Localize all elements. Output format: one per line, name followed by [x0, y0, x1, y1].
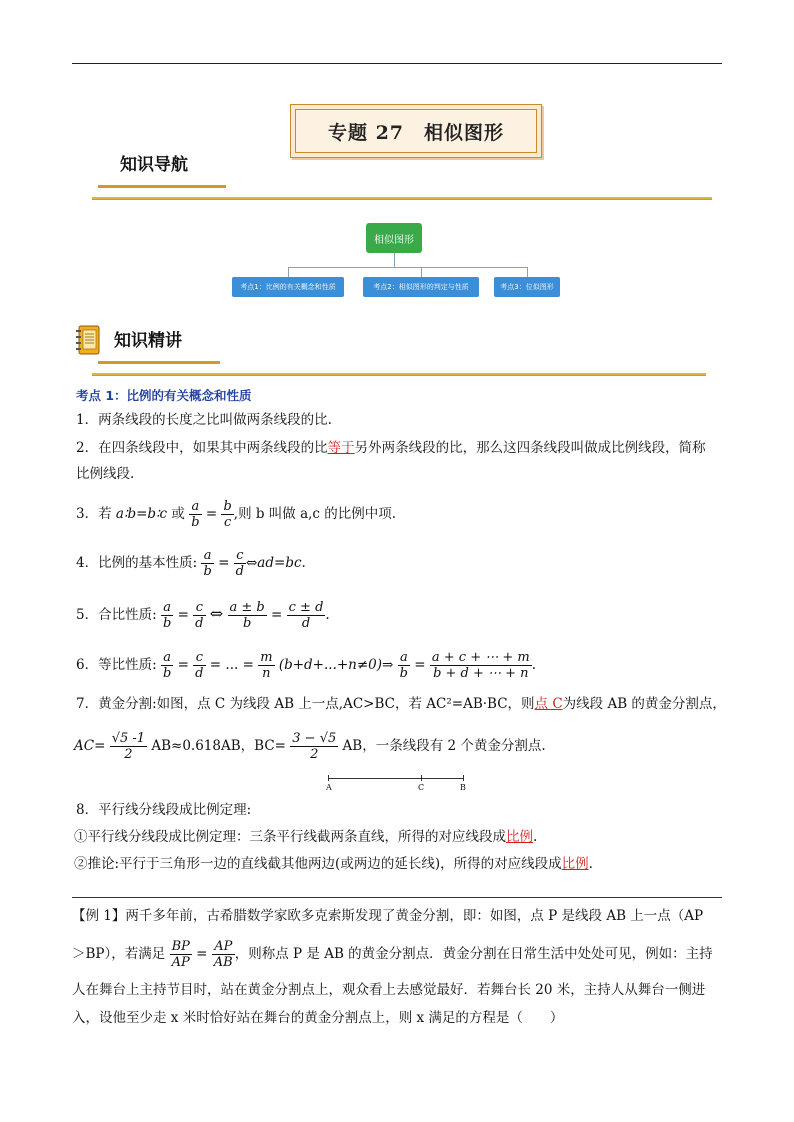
- topic-title-box: [290, 104, 542, 158]
- fraction: $\frac{c}{d}$: [235, 548, 244, 579]
- fraction: $\frac{a}{b}$: [162, 600, 172, 631]
- fraction: $\frac{m}{n}$: [260, 650, 273, 681]
- item-3-suffix: ,则 b 叫做 a,c 的比例中项.: [233, 506, 397, 522]
- item-8-2-text: ②推论:平行于三角形一边的直线截其他两边(或两边的延长线)，所得的对应线段成: [74, 856, 562, 872]
- kaodian-1-title: 考点 1：比例的有关概念和性质: [76, 388, 252, 403]
- example-1-line1: 【例 1】两千多年前，古希腊数学家欧多克索斯发现了黄金分割，即：如图，点 P 是线段 AB 上一点（AP: [72, 908, 704, 924]
- item-8-1-end: .: [533, 829, 538, 845]
- item-3-prefix: 3．若: [76, 506, 116, 522]
- example-1-line3: 人在舞台上主持节目时，站在黄金分割点上，观众看上去感觉最好．若舞台长 20 米，主持人从舞台一侧进: [72, 982, 706, 998]
- item-6-condition: (b+d+...+n≠0): [278, 657, 383, 673]
- example-separator: [72, 897, 722, 898]
- item-7-ac: AC=: [74, 738, 106, 754]
- header-rule: [72, 63, 722, 64]
- item-5: 5．合比性质: $\frac{a}{b}$ = $\frac{c}{d}$ ⇔ $\frac{a \pm b}{b}$ = $\frac{c \pm d}{d}$ .: [76, 600, 330, 631]
- item-8: 8．平行线分线段成比例定理:: [76, 802, 252, 818]
- item-2-text-a: 2．在四条线段中，如果其中两条线段的比: [76, 440, 328, 456]
- fraction: $\frac{3 - √5}{2}$: [292, 731, 337, 762]
- item-6-prefix: 6．等比性质:: [76, 657, 157, 673]
- item-2-text-b: 另外两条线段的比，那么这四条线段叫做成比例线段，简称: [354, 440, 706, 456]
- explain-section-rule: [92, 373, 706, 376]
- segment-label-a: A: [326, 783, 332, 792]
- item-7-line1: [76, 694, 726, 714]
- mindmap: [228, 210, 573, 310]
- item-7-end: AB，一条线段有 2 个黄金分割点.: [342, 738, 546, 754]
- item-7-mid: AB≈0.618AB，BC=: [151, 738, 286, 754]
- fraction: $\frac{a + c + \cdots + m}{b + d + \cdots + n}$: [431, 650, 530, 681]
- item-8-2-end: .: [588, 856, 593, 872]
- fraction: $\frac{AP}{AB}$: [213, 939, 233, 970]
- item-7-text-b: 为线段 AB 的黄金分割点，: [562, 696, 726, 712]
- item-8-1-text: ①平行线分线段成比例定理：三条平行线截两条直线，所得的对应线段成: [74, 829, 506, 845]
- item-6: 6．等比性质: $\frac{a}{b}$ = $\frac{c}{d}$ = ... = $\frac{m}{n}$ (b+d+...+n≠0)⇒ $\frac{a}{b}$ = $\frac{a + c + \cdots + m}{b + d + \cdots + n}$ .: [76, 650, 537, 681]
- example-1-line4: 入，设他至少走 x 米时恰好站在舞台的黄金分割点上，则 x 满足的方程是（ ）: [72, 1010, 564, 1026]
- item-2-line2: 比例线段.: [76, 466, 135, 482]
- item-7-highlight: 点 C: [534, 696, 563, 712]
- item-2-highlight: 等于: [327, 440, 355, 456]
- item-3-ratio: a∶b=b∶c: [115, 506, 168, 522]
- fraction: $\frac{a}{b}$: [203, 548, 212, 579]
- explain-section-underline: [98, 361, 220, 364]
- fraction: $\frac{a}{b}$: [399, 650, 408, 681]
- golden-section-segment: [328, 778, 464, 779]
- fraction: $\frac{a}{b}$: [191, 499, 200, 530]
- notebook-icon: [75, 325, 101, 355]
- mindmap-node-2: 考点2：相似图形的判定与性质: [363, 277, 479, 297]
- item-6-dots: = ... =: [209, 657, 254, 673]
- segment-label-b: B: [460, 783, 466, 792]
- mindmap-root: 相似图形: [366, 223, 422, 253]
- item-8-2: [74, 854, 593, 874]
- fraction: $\frac{√5 -1}{2}$: [111, 731, 146, 762]
- segment-tick-b: [463, 775, 464, 781]
- segment-tick-a: [328, 775, 329, 781]
- fraction: $\frac{b}{c}$: [223, 499, 232, 530]
- example-1-text-a: ＞BP），若满足: [72, 946, 166, 962]
- item-4: 4．比例的基本性质: $\frac{a}{b}$ = $\frac{c}{d}$ ⇔ad=bc.: [76, 548, 306, 579]
- item-4-prefix: 4．比例的基本性质:: [76, 555, 198, 571]
- mindmap-connector: [394, 253, 395, 267]
- item-8-2-highlight: 比例: [561, 856, 589, 872]
- item-1: 1．两条线段的长度之比叫做两条线段的比.: [76, 412, 332, 428]
- item-7-line2: [74, 724, 546, 768]
- item-4-suffix: ⇔ad=bc.: [246, 555, 306, 571]
- item-5-prefix: 5．合比性质:: [76, 607, 157, 623]
- item-8-1: [74, 827, 537, 847]
- item-3: 3．若 a∶b=b∶c 或 $\frac{a}{b}$ = $\frac{b}{c}$ ,则 b 叫做 a,c 的比例中项.: [76, 499, 397, 530]
- fraction: $\frac{c}{d}$: [195, 650, 204, 681]
- example-1-line2: ＞BP），若满足 $\frac{BP}{AP}$ = $\frac{AP}{AB}$ ，则称点 P 是 AB 的黄金分割点．黄金分割在日常生活中处处可见，例如：主持: [72, 939, 713, 970]
- explain-section-title: 知识精讲: [114, 331, 182, 351]
- mindmap-connector: [288, 267, 289, 277]
- mindmap-node-3: 考点3：位似图形: [494, 277, 560, 297]
- fraction: $\frac{a \pm b}{b}$: [229, 600, 265, 631]
- item-7-text-a: 7．黄金分割:如图，点 C 为线段 AB 上一点,AC>BC，若 AC²=AB·BC，则: [76, 696, 535, 712]
- fraction: $\frac{BP}{AP}$: [171, 939, 190, 970]
- segment-tick-c: [421, 775, 422, 781]
- segment-label-c: C: [418, 783, 425, 792]
- item-2-line1: [76, 438, 706, 458]
- nav-section-rule: [92, 197, 712, 200]
- example-1-text-b: ，则称点 P 是 AB 的黄金分割点．黄金分割在日常生活中处处可见，例如：主持: [234, 946, 713, 962]
- item-3-or: 或: [167, 506, 185, 522]
- fraction: $\frac{a}{b}$: [162, 650, 172, 681]
- fraction: $\frac{c}{d}$: [195, 600, 204, 631]
- fraction: $\frac{c \pm d}{d}$: [288, 600, 324, 631]
- nav-section-underline: [98, 185, 226, 188]
- nav-section-title: 知识导航: [120, 155, 188, 175]
- mindmap-connector: [527, 267, 528, 277]
- topic-title: 专题 27 相似图形: [295, 109, 537, 153]
- mindmap-connector: [421, 267, 422, 277]
- mindmap-connector: [288, 267, 527, 268]
- mindmap-node-1: 考点1：比例的有关概念和性质: [232, 277, 344, 297]
- item-8-1-highlight: 比例: [506, 829, 533, 845]
